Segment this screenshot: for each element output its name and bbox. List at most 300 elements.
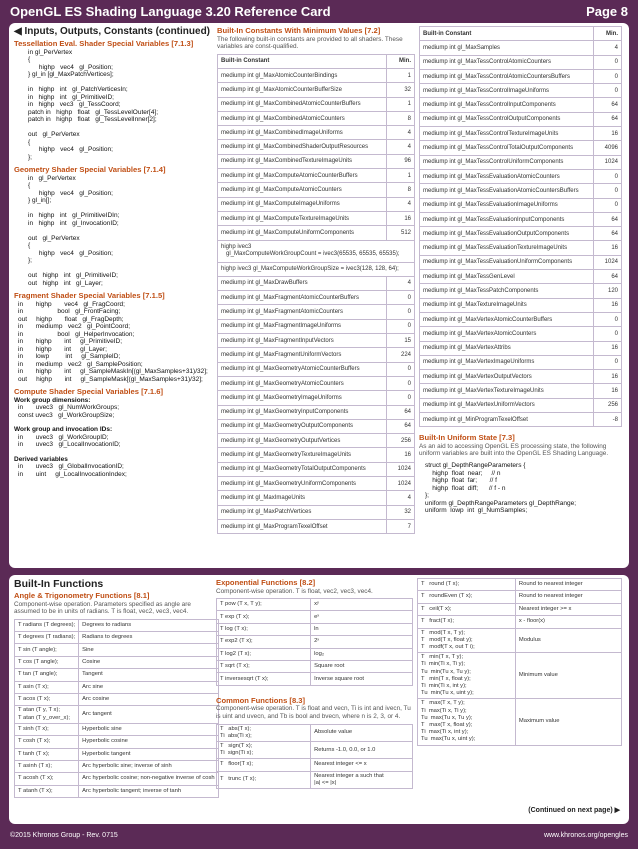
- fragment-code: in highp vec4 gl_FragCoord; in bool gl_FrontFacing; out highp float gl_FragDepth; in mediump vec2 gl_PointCoord; in bool gl_HelperInvocation; in highp int gl_PrimitiveID; in highp int gl_Layer; in lowp int gl_SampleID; in mediump vec2 gl_SamplePosition; in highp int gl_SampleMaskIn[(gl_MaxSamples+31)/32]; out highp int gl_SampleMask[(gl_MaxSamples+31)/32];: [18, 300, 208, 383]
- inputs-outputs-column: [14, 26, 214, 478]
- constants-table-left: [217, 54, 415, 535]
- row-name: T floor(T x);: [217, 759, 311, 771]
- row-name: T degrees (T radians);: [15, 632, 79, 644]
- row-value: 0: [387, 362, 415, 376]
- row-name: T asin (T x);: [15, 681, 79, 693]
- row-value: 0: [594, 69, 622, 83]
- table-row: [217, 648, 413, 660]
- row-value: 7: [387, 519, 415, 533]
- table-row: [218, 462, 415, 476]
- table-row: [15, 748, 219, 760]
- row-name: mediump int gl_MaxTessEvaluationAtomicCountersBuffers: [420, 184, 594, 198]
- row-value: 0: [594, 327, 622, 341]
- row-value: Nearest integer a such that |a| <= |x|: [311, 771, 413, 788]
- row-name: T min(T x, T y); Ti min(Ti x, Ti y); Tu min(Tu x, Tu y); T min(T x, float y); Ti min(Ti x, int y); Tu min(Tu x, uint y);: [418, 653, 516, 699]
- compute-subheading: Derived variables: [14, 455, 68, 463]
- table-row: [217, 661, 413, 673]
- row-value: 16: [387, 211, 415, 225]
- table-row: [420, 198, 622, 212]
- common-table: [216, 724, 413, 790]
- row-name: mediump int gl_MaxTessControlInputComponents: [420, 98, 594, 112]
- table-row: [15, 681, 219, 693]
- row-value: Arc hyperbolic sine; inverse of sinh: [79, 760, 218, 772]
- table-row: [218, 405, 415, 419]
- table-row: [218, 505, 415, 519]
- table-row: [418, 603, 622, 615]
- table-row: [420, 155, 622, 169]
- row-name: mediump int gl_MaxTessControlUniformComponents: [420, 155, 594, 169]
- row-name: mediump int gl_MaxFragmentImageUniforms: [218, 319, 387, 333]
- table-row: [15, 723, 219, 735]
- row-value: 32: [387, 505, 415, 519]
- row-value: 1: [387, 97, 415, 111]
- column-header: Built-in Constant: [420, 27, 594, 41]
- column-header: Built-in Constant: [218, 54, 387, 68]
- row-name: T sin (T angle);: [15, 644, 79, 656]
- row-name: T pow (T x, T y);: [217, 599, 311, 611]
- geometry-title: Geometry Shader Special Variables [7.1.4]: [14, 165, 166, 174]
- row-value: 8: [387, 111, 415, 125]
- row-name: mediump int gl_MaxGeometryUniformComponents: [218, 477, 387, 491]
- row-value: Nearest integer <= x: [311, 759, 413, 771]
- fragment-title: Fragment Shader Special Variables [7.1.5]: [14, 291, 165, 300]
- uniform-state-title: Built-In Uniform State [7.3]: [419, 433, 515, 443]
- table-row: [418, 616, 622, 628]
- table-row: [218, 348, 415, 362]
- row-name: T asinh (T x);: [15, 760, 79, 772]
- row-name: T atanh (T x);: [15, 785, 79, 797]
- row-name: mediump int gl_MaxTextureImageUnits: [420, 298, 594, 312]
- table-row: [420, 298, 622, 312]
- row-name: mediump int gl_MaxTessControlAtomicCounters: [420, 55, 594, 69]
- row-value: Inverse square root: [311, 673, 413, 685]
- table-row: [217, 611, 413, 623]
- table-row: [218, 68, 415, 82]
- row-name: mediump int gl_MaxComputeAtomicCounters: [218, 183, 387, 197]
- row-name: T abs(T x); Ti abs(Ti x);: [217, 724, 311, 741]
- table-row: [418, 579, 622, 591]
- row-value: 0: [594, 312, 622, 326]
- table-row: [218, 169, 415, 183]
- table-row: [420, 84, 622, 98]
- row-value: Degrees to radians: [79, 619, 218, 631]
- row-name: mediump int gl_MaxTessEvaluationTextureImageUnits: [420, 241, 594, 255]
- column-header: Min.: [387, 54, 415, 68]
- common-desc: Component-wise operation. T is float and vecn, Ti is int and ivecn, Tu is uint and uvecn, and Tb is bool and bvecn, where n is 2, 3, or 4.: [216, 705, 411, 720]
- row-value: 0: [594, 84, 622, 98]
- compute-subheading: Work group dimensions:: [14, 396, 91, 404]
- row-name: mediump int gl_MaxVertexOutputVectors: [420, 370, 594, 384]
- row-name: mediump int gl_MaxTessPatchComponents: [420, 284, 594, 298]
- table-row: [420, 141, 622, 155]
- row-value: 1024: [594, 255, 622, 269]
- row-value: 1024: [387, 477, 415, 491]
- row-name: mediump int gl_MaxDrawBuffers: [218, 276, 387, 290]
- builtin-functions-middle: [216, 578, 413, 789]
- row-name: mediump int gl_MaxGeometryImageUniforms: [218, 391, 387, 405]
- row-value: x - floor(x): [515, 616, 621, 628]
- uniform-state-code: struct gl_DepthRangeParameters { highp float near; // n highp float far; // f highp float diff; // f - n }; uniform gl_DepthRangeParameters gl_DepthRange; uniform lowp int gl_NumSamples;: [425, 462, 577, 514]
- page-number: Page 8: [586, 4, 628, 19]
- row-name: mediump int gl_MaxAtomicCounterBindings: [218, 68, 387, 82]
- table-row: [15, 760, 219, 772]
- row-name: mediump int gl_MaxGeometryTotalOutputComponents: [218, 462, 387, 476]
- row-value: 8: [387, 183, 415, 197]
- builtin-functions-panel: [9, 575, 629, 824]
- row-name: mediump int gl_MaxTessControlTotalOutputComponents: [420, 141, 594, 155]
- row-value: 0: [594, 198, 622, 212]
- top-panel: [9, 23, 629, 568]
- compute-subheading: Work group and invocation IDs:: [14, 426, 113, 433]
- table-row: [218, 362, 415, 376]
- table-row: [420, 69, 622, 83]
- row-value: 0: [594, 169, 622, 183]
- row-value: 1024: [387, 462, 415, 476]
- table-row: [218, 140, 415, 154]
- table-row: [218, 211, 415, 225]
- row-value: 256: [594, 398, 622, 412]
- row-name: mediump int gl_MaxTessControlOutputComponents: [420, 112, 594, 126]
- row-name: T cos (T angle);: [15, 656, 79, 668]
- row-value: Round to nearest integer: [515, 579, 621, 591]
- workgroup-size-row: highp ivec3 gl_MaxComputeWorkGroupSize = ivec3(128, 128, 64);: [218, 262, 415, 276]
- row-name: mediump int gl_MaxGeometryInputComponents: [218, 405, 387, 419]
- row-name: mediump int gl_MaxVertexTextureImageUnits: [420, 384, 594, 398]
- table-row: [418, 699, 622, 745]
- row-name: mediump int gl_MaxCombinedTextureImageUnits: [218, 154, 387, 168]
- row-value: 0: [387, 305, 415, 319]
- row-value: 0: [387, 376, 415, 390]
- card-title: OpenGL ES Shading Language 3.20 Reference Card: [10, 4, 331, 19]
- table-row: [217, 741, 413, 758]
- row-name: mediump int gl_MaxTessEvaluationInputComponents: [420, 212, 594, 226]
- table-row: [218, 305, 415, 319]
- continued-note: (Continued on next page) ▶: [528, 807, 620, 814]
- builtin-constants-column: [217, 26, 415, 534]
- table-row: [217, 673, 413, 685]
- row-value: 0: [594, 55, 622, 69]
- exponential-table: [216, 598, 413, 686]
- row-value: Arc sine: [79, 681, 218, 693]
- row-name: mediump int gl_MaxCombinedShaderOutputResources: [218, 140, 387, 154]
- row-value: 64: [594, 270, 622, 284]
- table-row: [218, 276, 415, 290]
- table-row: [420, 341, 622, 355]
- row-name: mediump int gl_MaxTessEvaluationUniformComponents: [420, 255, 594, 269]
- row-value: Hyperbolic sine: [79, 723, 218, 735]
- row-value: 0: [387, 391, 415, 405]
- row-name: T sqrt (T x);: [217, 661, 311, 673]
- row-value: 64: [387, 419, 415, 433]
- row-name: mediump int gl_MinProgramTexelOffset: [420, 413, 594, 427]
- tess-eval-title: Tessellation Eval. Shader Special Variables [7.1.3]: [14, 39, 194, 48]
- row-name: mediump int gl_MaxComputeTextureImageUnits: [218, 211, 387, 225]
- row-name: T exp2 (T x);: [217, 636, 311, 648]
- table-row: [217, 599, 413, 611]
- row-value: 64: [387, 405, 415, 419]
- section-heading: ◀ Inputs, Outputs, Constants (continued): [14, 26, 211, 37]
- row-name: mediump int gl_MaxProgramTexelOffset: [218, 519, 387, 533]
- common-title: Common Functions [8.3]: [216, 695, 306, 705]
- table-row: [420, 241, 622, 255]
- table-row: [420, 384, 622, 398]
- row-name: T exp (T x);: [217, 611, 311, 623]
- exponential-desc: Component-wise operation. T is float, vec2, vec3, vec4.: [216, 587, 373, 595]
- table-row: [217, 636, 413, 648]
- row-name: mediump int gl_MaxFragmentAtomicCounters: [218, 305, 387, 319]
- row-value: 256: [387, 434, 415, 448]
- table-row: [420, 370, 622, 384]
- row-value: 15: [387, 334, 415, 348]
- row-value: 0: [594, 355, 622, 369]
- table-row: [218, 448, 415, 462]
- table-row: [418, 591, 622, 603]
- constants-table-right: [419, 26, 622, 427]
- row-name: mediump int gl_MaxTessControlImageUniforms: [420, 84, 594, 98]
- row-value: 64: [594, 98, 622, 112]
- table-row: [217, 771, 413, 788]
- row-value: 16: [387, 448, 415, 462]
- table-row: [15, 669, 219, 681]
- table-row: [15, 785, 219, 797]
- row-value: Round to nearest integer: [515, 591, 621, 603]
- table-row: [217, 623, 413, 635]
- row-name: T acos (T x);: [15, 694, 79, 706]
- row-value: 4: [594, 41, 622, 55]
- row-value: Cosine: [79, 656, 218, 668]
- row-name: T max(T x, T y); Ti max(Ti x, Ti y); Tu max(Tu x, Tu y); T max(T x, float y); Ti max(Ti x, int y); Tu max(Tu x, uint y);: [418, 699, 516, 745]
- row-value: 32: [387, 83, 415, 97]
- table-row: [420, 212, 622, 226]
- table-row: [15, 694, 219, 706]
- row-value: 4: [387, 126, 415, 140]
- row-name: mediump int gl_MaxGeometryOutputComponents: [218, 419, 387, 433]
- row-value: 4: [387, 140, 415, 154]
- row-value: 224: [387, 348, 415, 362]
- row-value: 1024: [594, 155, 622, 169]
- copyright: ©2015 Khronos Group - Rev. 0715: [10, 832, 118, 839]
- table-row: [218, 376, 415, 390]
- row-value: 16: [594, 384, 622, 398]
- row-name: T fract(T x);: [418, 616, 516, 628]
- table-row: [15, 644, 219, 656]
- row-value: Radians to degrees: [79, 632, 218, 644]
- builtin-functions-right: [417, 578, 622, 814]
- row-name: T acosh (T x);: [15, 773, 79, 785]
- row-name: mediump int gl_MaxTessControlAtomicCountersBuffers: [420, 69, 594, 83]
- table-row: [218, 519, 415, 533]
- table-row: [420, 169, 622, 183]
- row-name: mediump int gl_MaxPatchVertices: [218, 505, 387, 519]
- row-name: T mod(T x, T y); T mod(T x, float y); T modf(T x, out T i);: [418, 628, 516, 653]
- row-value: Arc hyperbolic tangent; inverse of tanh: [79, 785, 218, 797]
- row-value: 1: [387, 169, 415, 183]
- workgroup-count-row: highp ivec3 gl_MaxComputeWorkGroupCount = ivec3(65535, 65535, 65535);: [218, 240, 415, 262]
- row-value: 64: [594, 212, 622, 226]
- row-name: mediump int gl_MaxComputeImageUniforms: [218, 197, 387, 211]
- compute-title: Compute Shader Special Variables [7.1.6]: [14, 387, 164, 396]
- table-row: [218, 197, 415, 211]
- row-value: Maximum value: [515, 699, 621, 745]
- row-value: 4: [387, 491, 415, 505]
- website: www.khronos.org/opengles: [543, 832, 628, 839]
- row-value: 16: [594, 127, 622, 141]
- common-table-continued: [417, 578, 622, 746]
- row-value: 512: [387, 226, 415, 240]
- row-name: T cosh (T x);: [15, 736, 79, 748]
- row-name: T atan (T y, T x); T atan (T y_over_x);: [15, 706, 79, 723]
- row-value: Returns -1.0, 0.0, or 1.0: [311, 741, 413, 758]
- row-name: mediump int gl_MaxTessEvaluationOutputComponents: [420, 227, 594, 241]
- row-name: T round (T x);: [418, 579, 516, 591]
- table-row: [218, 154, 415, 168]
- row-name: mediump int gl_MaxCombinedAtomicCounterBuffers: [218, 97, 387, 111]
- table-row: [420, 41, 622, 55]
- table-row: [218, 83, 415, 97]
- row-name: mediump int gl_MaxGeometryAtomicCounters: [218, 376, 387, 390]
- row-name: mediump int gl_MaxCombinedImageUniforms: [218, 126, 387, 140]
- table-row: [420, 127, 622, 141]
- row-name: T log2 (T x);: [217, 648, 311, 660]
- table-row: [15, 773, 219, 785]
- row-name: T trunc (T x);: [217, 771, 311, 788]
- row-value: 96: [387, 154, 415, 168]
- row-value: 120: [594, 284, 622, 298]
- row-name: mediump int gl_MaxVertexUniformVectors: [420, 398, 594, 412]
- row-name: T ceil(T x);: [418, 603, 516, 615]
- table-row: [420, 355, 622, 369]
- table-row: [218, 477, 415, 491]
- table-row: [420, 413, 622, 427]
- row-name: T log (T x);: [217, 623, 311, 635]
- compute-code: in uvec3 gl_NumWorkGroups; const uvec3 gl_WorkGroupSize;: [18, 404, 120, 419]
- table-row: [218, 97, 415, 111]
- row-name: mediump int gl_MaxFragmentInputVectors: [218, 334, 387, 348]
- table-row: [420, 255, 622, 269]
- table-row: [218, 319, 415, 333]
- row-value: 2ˣ: [311, 636, 413, 648]
- row-value: xʸ: [311, 599, 413, 611]
- row-value: Modulus: [515, 628, 621, 653]
- row-name: mediump int gl_MaxSamples: [420, 41, 594, 55]
- table-row: [420, 270, 622, 284]
- row-value: 1: [387, 68, 415, 82]
- table-row: [420, 398, 622, 412]
- table-row: [218, 391, 415, 405]
- row-value: -8: [594, 413, 622, 427]
- table-row: [217, 759, 413, 771]
- row-name: T inversesqrt (T x);: [217, 673, 311, 685]
- table-row: [420, 327, 622, 341]
- row-name: mediump int gl_MaxTessControlTextureImageUnits: [420, 127, 594, 141]
- row-name: mediump int gl_MaxTessEvaluationAtomicCounters: [420, 169, 594, 183]
- table-row: [218, 111, 415, 125]
- row-value: Arc tangent: [79, 706, 218, 723]
- angle-trig-desc: Component-wise operation. Parameters specified as angle are assumed to be in units of radians. T is float, vec2, vec3, vec4.: [14, 600, 191, 616]
- row-name: mediump int gl_MaxCombinedAtomicCounters: [218, 111, 387, 125]
- row-name: T tan (T angle);: [15, 669, 79, 681]
- builtin-constants-right-column: [419, 26, 622, 515]
- table-row: [420, 184, 622, 198]
- row-value: 64: [594, 227, 622, 241]
- row-value: 16: [594, 341, 622, 355]
- row-name: T sign(T x); Ti sign(Ti x);: [217, 741, 311, 758]
- table-row: [218, 126, 415, 140]
- row-name: T tanh (T x);: [15, 748, 79, 760]
- compute-code: in uvec3 gl_WorkGroupID; in uvec3 gl_LocalInvocationID;: [18, 433, 121, 448]
- table-row: [15, 656, 219, 668]
- table-row: [420, 227, 622, 241]
- table-row: [418, 628, 622, 653]
- row-value: Absolute value: [311, 724, 413, 741]
- row-name: mediump int gl_MaxGeometryOutputVertices: [218, 434, 387, 448]
- table-row: [15, 706, 219, 723]
- row-name: mediump int gl_MaxGeometryAtomicCounterBuffers: [218, 362, 387, 376]
- row-name: mediump int gl_MaxGeometryTextureImageUnits: [218, 448, 387, 462]
- angle-trig-table: [14, 619, 219, 798]
- row-name: mediump int gl_MaxAtomicCounterBufferSize: [218, 83, 387, 97]
- row-name: T radians (T degrees);: [15, 619, 79, 631]
- row-value: 4: [387, 276, 415, 290]
- row-value: log₂: [311, 648, 413, 660]
- table-row: [420, 55, 622, 69]
- exponential-title: Exponential Functions [8.2]: [216, 578, 316, 587]
- row-value: 0: [387, 291, 415, 305]
- row-name: T roundEven (T x);: [418, 591, 516, 603]
- table-row: [217, 724, 413, 741]
- compute-code: in uvec3 gl_GlobalInvocationID; in uint gl_LocalInvocationIndex;: [18, 463, 127, 478]
- row-name: mediump int gl_MaxComputeUniformComponents: [218, 226, 387, 240]
- angle-trig-title: Angle & Trigonometry Functions [8.1]: [14, 591, 150, 600]
- builtin-constants-desc: The following built-in constants are provided to all shaders. These variables are const-qualified.: [217, 35, 403, 51]
- table-row: [218, 183, 415, 197]
- row-value: Tangent: [79, 669, 218, 681]
- table-row: [218, 291, 415, 305]
- row-value: 4096: [594, 141, 622, 155]
- row-value: Nearest integer >= x: [515, 603, 621, 615]
- row-name: mediump int gl_MaxFragmentAtomicCounterBuffers: [218, 291, 387, 305]
- table-row: [218, 226, 415, 240]
- row-value: 0: [594, 184, 622, 198]
- row-value: 16: [594, 241, 622, 255]
- row-name: mediump int gl_MaxFragmentUniformVectors: [218, 348, 387, 362]
- tess-eval-code: in gl_PerVertex { highp vec4 gl_Position; } gl_in [gl_MaxPatchVertices]; in highp int gl_PatchVerticesIn; in highp int gl_PrimitiveID; in highp vec3 gl_TessCoord; patch in highp float gl_TessLevelOuter[4]; patch in highp float gl_TessLevelInner[2]; out gl_PerVertex { highp vec4 gl_Position; };: [28, 48, 159, 161]
- row-name: mediump int gl_MaxTessGenLevel: [420, 270, 594, 284]
- table-row: [420, 112, 622, 126]
- builtin-constants-title: Built-In Constants With Minimum Values [7.2]: [217, 26, 381, 35]
- table-row: [420, 284, 622, 298]
- row-name: mediump int gl_MaxVertexImageUniforms: [420, 355, 594, 369]
- table-row: [218, 434, 415, 448]
- row-name: mediump int gl_MaxTessEvaluationImageUniforms: [420, 198, 594, 212]
- row-name: mediump int gl_MaxVertexAttribs: [420, 341, 594, 355]
- table-row: [218, 491, 415, 505]
- row-value: Hyperbolic cosine: [79, 736, 218, 748]
- builtin-functions-title: Built-In Functions: [14, 578, 104, 590]
- row-name: mediump int gl_MaxVertexAtomicCounters: [420, 327, 594, 341]
- row-name: T sinh (T x);: [15, 723, 79, 735]
- row-value: Sine: [79, 644, 218, 656]
- uniform-state-desc: As an aid to accessing OpenGL ES processing state, the following uniform variables are built into the OpenGL ES Shading Language.: [419, 442, 609, 458]
- table-row: [15, 619, 219, 631]
- row-value: 64: [594, 112, 622, 126]
- row-value: Minimum value: [515, 653, 621, 699]
- table-row: [418, 653, 622, 699]
- row-value: eˣ: [311, 611, 413, 623]
- table-row: [218, 334, 415, 348]
- table-row: [15, 632, 219, 644]
- row-value: 16: [594, 370, 622, 384]
